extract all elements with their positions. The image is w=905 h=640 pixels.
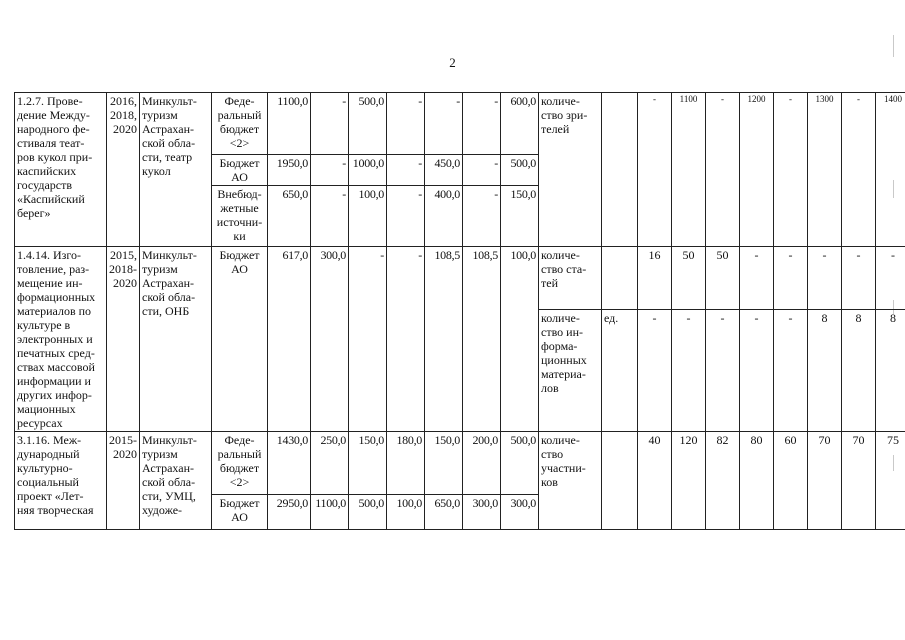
activity-name-line: социальный xyxy=(17,475,79,489)
activity-executor-line: Минкульт- xyxy=(142,94,197,108)
funding-amount: - xyxy=(311,186,349,247)
indicator-value: 80 xyxy=(740,432,774,530)
funding-source-line: жетные xyxy=(220,201,259,215)
activity-name-line: информации и xyxy=(17,374,91,388)
funding-source xyxy=(212,495,268,530)
indicator-name xyxy=(539,310,602,432)
funding-source-line: Феде- xyxy=(224,94,255,108)
activity-name-line: 1.2.7. Прове- xyxy=(17,94,83,108)
funding-source-line: АО xyxy=(231,170,248,184)
indicator-name xyxy=(539,93,602,247)
funding-amount: 300,0 xyxy=(311,247,349,432)
activity-name xyxy=(15,432,107,530)
activity-name-line: 1.4.14. Изго- xyxy=(17,248,82,262)
indicator-value: 75 xyxy=(876,432,905,530)
indicator-unit xyxy=(602,432,638,530)
funding-amount: 100,0 xyxy=(501,247,539,432)
funding-amount: 180,0 xyxy=(387,432,425,495)
activity-years-line: 2018, xyxy=(110,108,137,122)
funding-amount: 1100,0 xyxy=(268,93,311,155)
activity-years-line: 2016, xyxy=(110,94,137,108)
activity-years-line: 2020 xyxy=(113,276,137,290)
activity-years-line: 2018- xyxy=(109,262,137,276)
funding-source xyxy=(212,155,268,186)
funding-amount: - xyxy=(387,93,425,155)
activity-name-line: материалов по xyxy=(17,304,92,318)
activity-executor-line: ской обла- xyxy=(142,290,196,304)
funding-source-line: <2> xyxy=(229,475,250,489)
indicator-value: 8 xyxy=(876,310,905,432)
funding-source-line: Бюджет xyxy=(219,496,260,510)
activity-executor-line: туризм xyxy=(142,447,178,461)
activity-executor-line: Астрахан- xyxy=(142,122,194,136)
indicator-value: 70 xyxy=(808,432,842,530)
funding-amount: 2950,0 xyxy=(268,495,311,530)
activity-name-line: ствах массовой xyxy=(17,360,95,374)
activity-executor-line: кукол xyxy=(142,164,171,178)
activity-executor-line: Минкульт- xyxy=(142,433,197,447)
indicator-value: - xyxy=(774,310,808,432)
indicator-name-line: ство зри- xyxy=(541,108,588,122)
indicator-value: - xyxy=(706,310,740,432)
indicator-value: - xyxy=(672,310,706,432)
activity-name-line: народного фе- xyxy=(17,122,90,136)
activity-executor-line: туризм xyxy=(142,108,178,122)
funding-amount: 500,0 xyxy=(349,495,387,530)
funding-amount: 600,0 xyxy=(501,93,539,155)
table-row xyxy=(15,93,905,155)
activity-name xyxy=(15,247,107,432)
indicator-value: 82 xyxy=(706,432,740,530)
indicator-value: - xyxy=(706,93,740,247)
indicator-value: 1100 xyxy=(672,93,706,247)
funding-amount: - xyxy=(425,93,463,155)
funding-amount: 650,0 xyxy=(425,495,463,530)
activity-name-line: культуре в xyxy=(17,318,71,332)
indicator-name-line: количе- xyxy=(541,248,580,262)
indicator-name-line: ционных xyxy=(541,353,587,368)
indicator-value: - xyxy=(740,247,774,310)
funding-amount: 650,0 xyxy=(268,186,311,247)
funding-amount: - xyxy=(311,93,349,155)
activity-name-line: электронных и xyxy=(17,332,93,346)
funding-source-line: АО xyxy=(231,262,248,276)
funding-source-line: ральный xyxy=(217,108,262,122)
indicator-value: 40 xyxy=(638,432,672,530)
funding-amount: - xyxy=(463,186,501,247)
activity-executor-line: Минкульт- xyxy=(142,248,197,262)
funding-source-line: Бюджет xyxy=(219,248,260,262)
funding-source xyxy=(212,432,268,495)
funding-amount: - xyxy=(349,247,387,432)
indicator-value: 70 xyxy=(842,432,876,530)
funding-amount: 108,5 xyxy=(463,247,501,432)
funding-amount: - xyxy=(463,155,501,186)
activity-years-line: 2015, xyxy=(110,248,137,262)
indicator-value: - xyxy=(842,247,876,310)
activity-executor-line: сти, УМЦ, xyxy=(142,489,196,503)
funding-amount: 150,0 xyxy=(425,432,463,495)
activity-years-line: 2020 xyxy=(113,447,137,461)
indicator-name-line: тей xyxy=(541,276,558,290)
indicator-value: 120 xyxy=(672,432,706,530)
activity-name-line: ров кукол при- xyxy=(17,150,93,164)
funding-amount: - xyxy=(387,186,425,247)
indicator-unit xyxy=(602,93,638,247)
funding-source-line: бюджет xyxy=(219,122,260,136)
scan-edge-mark xyxy=(893,35,894,57)
indicator-name-line: форма- xyxy=(541,339,578,354)
indicator-unit: ед. xyxy=(602,310,638,432)
funding-amount: 450,0 xyxy=(425,155,463,186)
activity-executor-line: ской обла- xyxy=(142,475,196,489)
indicator-unit xyxy=(602,247,638,310)
funding-amount: 150,0 xyxy=(349,432,387,495)
funding-source-line: источни- xyxy=(216,215,263,229)
indicator-name-line: лов xyxy=(541,381,559,396)
activity-executor xyxy=(140,432,212,530)
activity-name-line: других инфор- xyxy=(17,388,92,402)
indicator-name-line: количе- xyxy=(541,94,580,108)
funding-amount: 500,0 xyxy=(501,155,539,186)
indicator-name-line: количе- xyxy=(541,433,580,447)
activity-executor xyxy=(140,93,212,247)
funding-amount: 1100,0 xyxy=(311,495,349,530)
activity-name-line: культурно- xyxy=(17,461,73,475)
activity-name-line: 3.1.16. Меж- xyxy=(17,433,82,447)
indicator-value: 1300 xyxy=(808,93,842,247)
activity-name-line: товление, раз- xyxy=(17,262,90,276)
activity-name-line: мационных xyxy=(17,402,76,416)
activity-name-line: берег» xyxy=(17,206,51,220)
activity-name-line: проект «Лет- xyxy=(17,489,84,503)
funding-source-line: Бюджет xyxy=(219,156,260,170)
funding-amount: 500,0 xyxy=(349,93,387,155)
activity-executor-line: Астрахан- xyxy=(142,276,194,290)
activity-executor xyxy=(140,247,212,432)
funding-source xyxy=(212,247,268,432)
activity-executor-line: сти, театр xyxy=(142,150,193,164)
funding-source-line: ральный xyxy=(217,447,262,461)
indicator-value: - xyxy=(774,247,808,310)
indicator-value: - xyxy=(808,247,842,310)
funding-source-line: ки xyxy=(233,229,246,243)
activity-executor-line: Астрахан- xyxy=(142,461,194,475)
funding-amount: 150,0 xyxy=(501,186,539,247)
funding-source-line: бюджет xyxy=(219,461,260,475)
funding-amount: - xyxy=(387,247,425,432)
indicator-name-line: ство xyxy=(541,447,564,461)
activity-executor-line: сти, ОНБ xyxy=(142,304,190,318)
indicator-value: - xyxy=(740,310,774,432)
indicator-value: 16 xyxy=(638,247,672,310)
activity-name-line: мещение ин- xyxy=(17,276,83,290)
activity-years xyxy=(107,247,140,432)
funding-amount: 100,0 xyxy=(387,495,425,530)
activity-executor-line: туризм xyxy=(142,262,178,276)
indicator-name-line: телей xyxy=(541,122,570,136)
indicator-value: - xyxy=(638,93,672,247)
activity-name-line: стиваля теат- xyxy=(17,136,85,150)
activity-name-line: дународный xyxy=(17,447,80,461)
activity-executor-line: художе- xyxy=(142,503,183,517)
indicator-value: - xyxy=(876,247,905,310)
funding-amount: 200,0 xyxy=(463,432,501,495)
indicator-value: 50 xyxy=(672,247,706,310)
activity-name-line: печатных сред- xyxy=(17,346,95,360)
indicator-name xyxy=(539,432,602,530)
activity-name-line: «Каспийский xyxy=(17,192,85,206)
activity-name-line: государств xyxy=(17,178,73,192)
page-number: 2 xyxy=(449,55,456,70)
funding-source-line: Феде- xyxy=(224,433,255,447)
indicator-value: 1200 xyxy=(740,93,774,247)
indicator-name-line: ство ста- xyxy=(541,262,587,276)
indicator-value: 50 xyxy=(706,247,740,310)
indicator-name-line: ков xyxy=(541,475,558,489)
funding-amount: 250,0 xyxy=(311,432,349,495)
funding-source xyxy=(212,186,268,247)
table-row xyxy=(15,247,905,310)
indicator-value: 1400 xyxy=(876,93,905,247)
activity-name-line: каспийских xyxy=(17,164,77,178)
funding-amount: 617,0 xyxy=(268,247,311,432)
indicator-name-line: количе- xyxy=(541,311,580,326)
activity-years-line: 2020 xyxy=(113,122,137,136)
funding-amount: 500,0 xyxy=(501,432,539,495)
activity-name-line: ресурсах xyxy=(17,416,63,430)
funding-amount: 100,0 xyxy=(349,186,387,247)
funding-amount: 1000,0 xyxy=(349,155,387,186)
funding-amount: 300,0 xyxy=(501,495,539,530)
funding-source-line: <2> xyxy=(229,136,250,150)
activity-name xyxy=(15,93,107,247)
indicator-value: - xyxy=(774,93,808,247)
funding-source-line: АО xyxy=(231,510,248,524)
indicator-value: 8 xyxy=(808,310,842,432)
activity-name-line: дение Между- xyxy=(17,108,90,122)
activity-years-line: 2015- xyxy=(109,433,137,447)
funding-amount: 300,0 xyxy=(463,495,501,530)
indicator-value: 60 xyxy=(774,432,808,530)
activity-years xyxy=(107,93,140,247)
funding-amount: 1950,0 xyxy=(268,155,311,186)
funding-source xyxy=(212,93,268,155)
activity-name-line: формационных xyxy=(17,290,96,304)
indicator-name-line: участни- xyxy=(541,461,586,475)
funding-amount: - xyxy=(311,155,349,186)
funding-amount: - xyxy=(387,155,425,186)
funding-amount: 400,0 xyxy=(425,186,463,247)
indicator-value: 8 xyxy=(842,310,876,432)
funding-amount: 108,5 xyxy=(425,247,463,432)
funding-amount: 1430,0 xyxy=(268,432,311,495)
indicator-name xyxy=(539,247,602,310)
funding-source-line: Внебюд- xyxy=(217,187,262,201)
program-activities-table xyxy=(14,92,905,530)
activity-years xyxy=(107,432,140,530)
indicator-value: - xyxy=(638,310,672,432)
funding-amount: - xyxy=(463,93,501,155)
activity-executor-line: ской обла- xyxy=(142,136,196,150)
indicator-name-line: ство ин- xyxy=(541,325,583,340)
table-row xyxy=(15,432,905,495)
indicator-name-line: материа- xyxy=(541,367,586,382)
indicator-value: - xyxy=(842,93,876,247)
activity-name-line: няя творческая xyxy=(17,503,94,517)
